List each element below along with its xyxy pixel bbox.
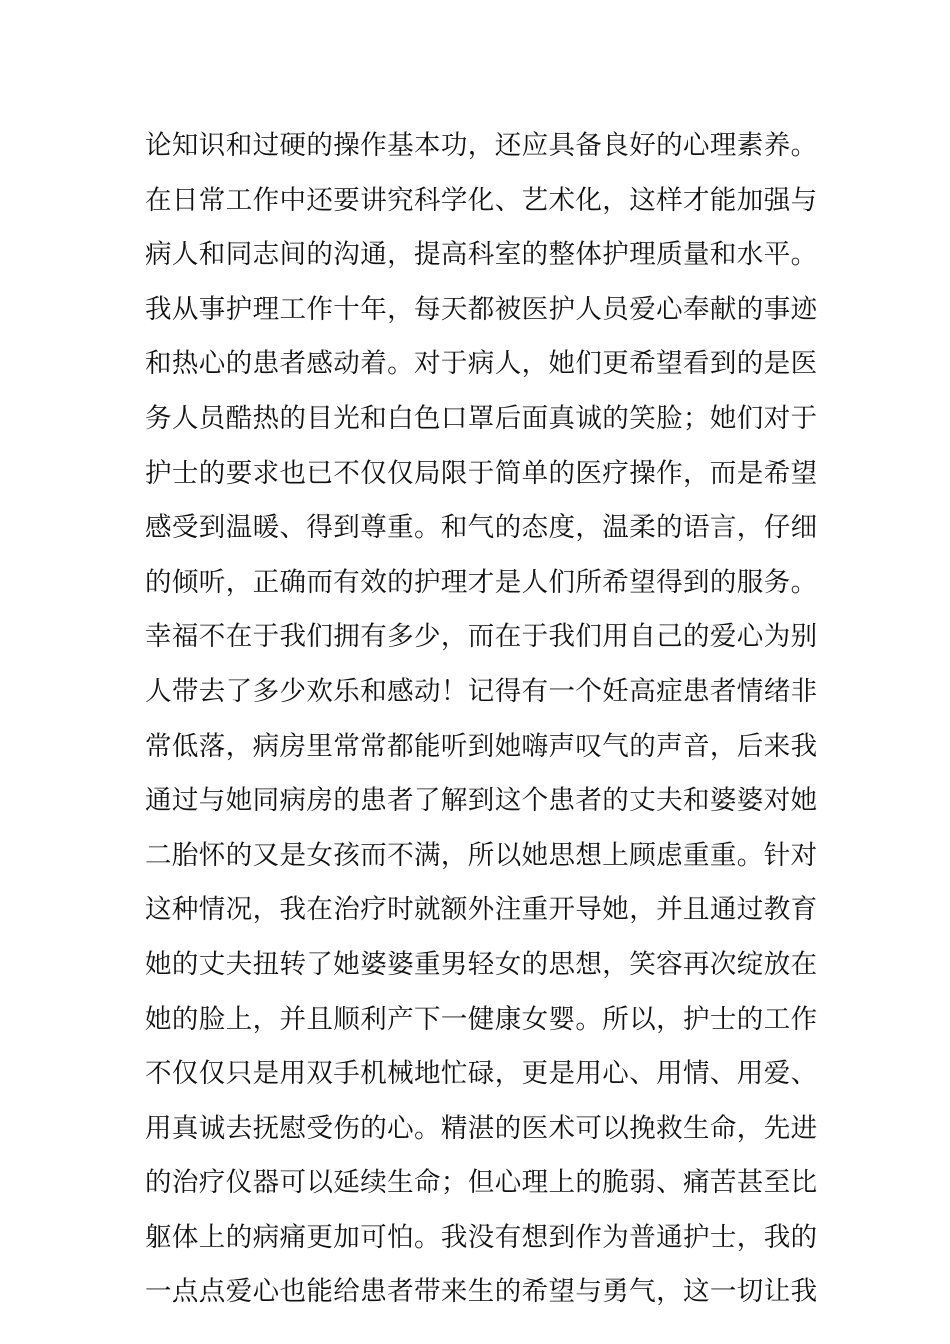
text-line: 我从事护理工作十年，每天都被医护人员爱心奉献的事迹: [145, 293, 818, 325]
text-line: 护士的要求也已不仅仅局限于简单的医疗操作，而是希望: [145, 457, 818, 489]
text-line: 病人和同志间的沟通，提高科室的整体护理质量和水平。: [145, 239, 818, 271]
text-line: 的治疗仪器可以延续生命；但心理上的脆弱、痛苦甚至比: [145, 1167, 818, 1199]
text-line: 二胎怀的又是女孩而不满，所以她思想上顾虑重重。针对: [145, 839, 818, 871]
text-line: 感受到温暖、得到尊重。和气的态度，温柔的语言，仔细: [145, 512, 818, 544]
text-line: 和热心的患者感动着。对于病人，她们更希望看到的是医: [145, 348, 818, 380]
text-line: 的倾听，正确而有效的护理才是人们所希望得到的服务。: [145, 566, 818, 598]
body-text: [145, 126, 818, 1327]
text-line: 在日常工作中还要讲究科学化、艺术化，这样才能加强与: [145, 184, 818, 216]
text-line: 用真诚去抚慰受伤的心。精湛的医术可以挽救生命，先进: [145, 1112, 818, 1144]
text-line: 她的丈夫扭转了她婆婆重男轻女的思想，笑容再次绽放在: [145, 948, 818, 980]
text-line: 她的脸上，并且顺利产下一健康女婴。所以，护士的工作: [145, 1003, 818, 1035]
text-line: 论知识和过硬的操作基本功，还应具备良好的心理素养。: [145, 130, 818, 161]
text-line: 人带去了多少欢乐和感动！记得有一个妊高症患者情绪非: [145, 675, 818, 707]
text-line: 务人员酷热的目光和白色口罩后面真诚的笑脸；她们对于: [145, 402, 818, 434]
text-line: 这种情况，我在治疗时就额外注重开导她，并且通过教育: [145, 894, 818, 926]
text-line: 常低落，病房里常常都能听到她嗨声叹气的声音，后来我: [145, 730, 818, 762]
text-line: 不仅仅只是用双手机械地忙碌，更是用心、用情、用爱、: [145, 1058, 818, 1090]
text-line: 幸福不在于我们拥有多少，而在于我们用自己的爱心为别: [145, 621, 818, 653]
text-line: 通过与她同病房的患者了解到这个患者的丈夫和婆婆对她: [145, 785, 818, 817]
text-line: 躯体上的病痛更加可怕。我没有想到作为普通护士，我的: [145, 1221, 818, 1253]
text-line: 一点点爱心也能给患者带来生的希望与勇气，这一切让我: [145, 1276, 818, 1308]
